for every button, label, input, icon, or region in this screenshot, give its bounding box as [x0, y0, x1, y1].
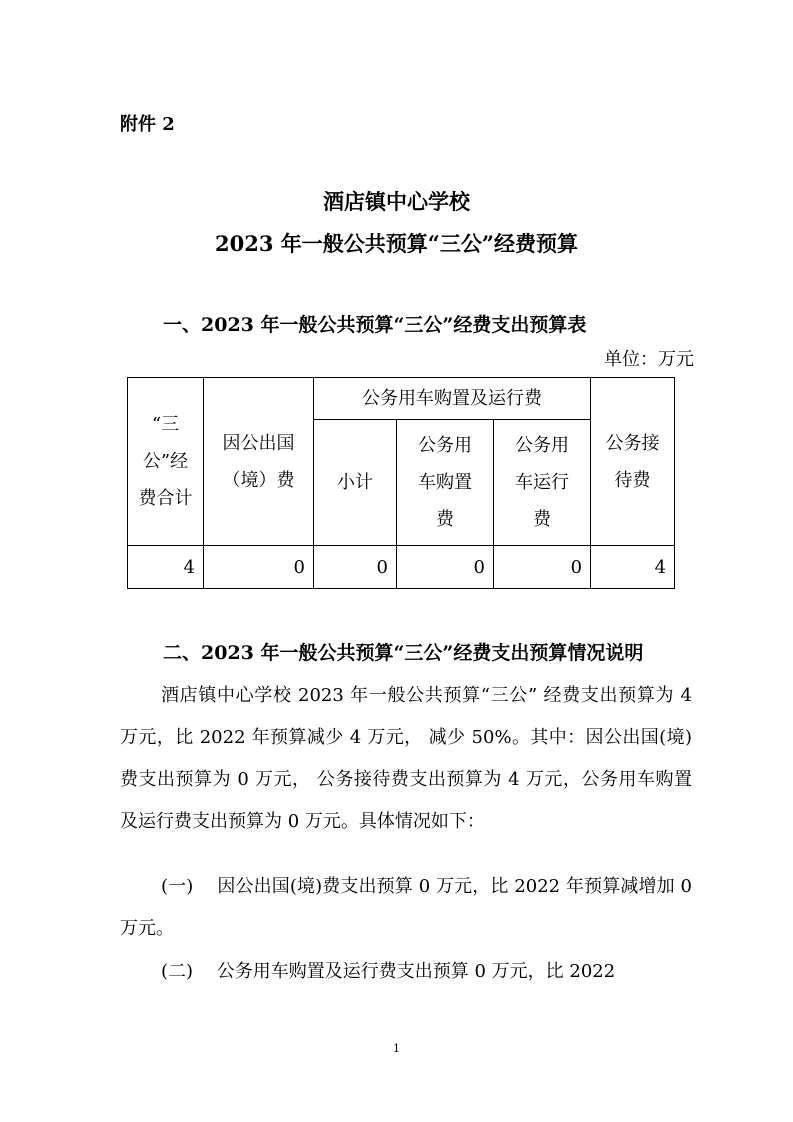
value-abroad: 0: [204, 546, 314, 589]
document-title-line2: 2023 年一般公共预算“三公”经费预算: [215, 231, 578, 256]
page-number: 1: [393, 1042, 400, 1055]
value-total: 4: [128, 546, 204, 589]
header-vehicle-operation: 公务用车运行费: [494, 420, 591, 546]
explanation-paragraph-2: (一) 因公出国(境)费支出预算 0 万元，比 2022 年预算减增加 0 万元。: [120, 876, 692, 939]
section2-heading: 二、2023 年一般公共预算“三公”经费支出预算情况说明: [163, 642, 644, 664]
value-vehicle-operation: 0: [494, 546, 591, 589]
value-subtotal: 0: [314, 546, 397, 589]
explanation-paragraph-3: (二) 公务用车购置及运行费支出预算 0 万元，比 2022: [161, 961, 616, 982]
explanation-paragraph-1: 酒店镇中心学校 2023 年一般公共预算“三公” 经费支出预算为 4 万元，比 2022 年预算减少 4 万元， 减少 50%。其中：因公出国(境)费支出预算为 0 万元， 公务接待费支出预算为 4 万元，公务用车购置及运行费支出预算为 0 万元。具体情况如下：: [120, 685, 692, 832]
value-reception: 4: [591, 546, 675, 589]
header-subtotal: 小计: [314, 420, 397, 546]
value-vehicle-purchase: 0: [397, 546, 494, 589]
section1-heading: 一、2023 年一般公共预算“三公”经费支出预算表: [163, 314, 587, 336]
header-reception: 公务接待费: [591, 378, 675, 546]
document-title-line1: 酒店镇中心学校: [323, 189, 470, 214]
header-vehicle-purchase: 公务用车购置费: [397, 420, 494, 546]
budget-table: [127, 377, 675, 589]
header-total: “三公”经费合计: [128, 378, 204, 546]
header-vehicle-group: 公务用车购置及运行费: [314, 378, 591, 420]
unit-label: 单位：万元: [604, 349, 694, 370]
attachment-label: 附件 2: [120, 114, 175, 135]
header-abroad: 因公出国（境）费: [204, 378, 314, 546]
